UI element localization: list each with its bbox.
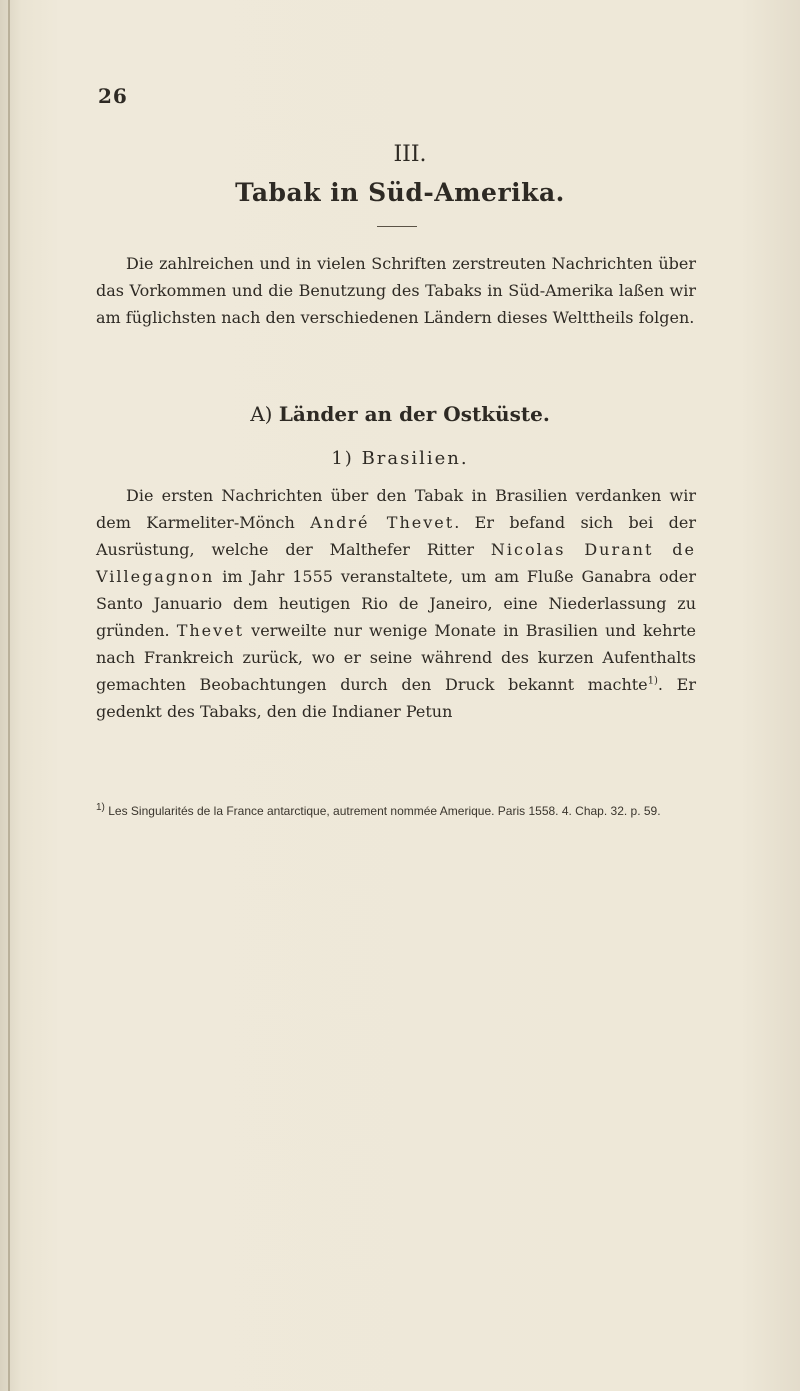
page-gutter: [8, 0, 10, 1391]
footnote-marker: 1): [96, 802, 105, 813]
section-heading: [0, 402, 800, 426]
footnote-text: Les Singularités de la France antarctique, autrement nommée Amerique. Paris 1558. 4. Chap. 32. p. 59.: [108, 804, 661, 818]
body-text: verweilte nur wenige Monate in Brasilien und kehrte nach Frankreich zurück, wo er seine während des kurzen Aufenthalts gemachten Beobachtungen durch den Druck bekannt machte: [96, 621, 697, 694]
body-text: im Jahr 1555 veranstaltete, um am Fluße Ganabra oder Santo Januario dem heutigen Rio de Janeiro, eine Niederlassung zu gründen.: [96, 567, 696, 640]
body-text: . Er gedenkt des Tabaks, den die Indianer Petun: [96, 675, 697, 721]
page-number: 26: [98, 84, 128, 108]
intro-paragraph: Die zahlreichen und in vielen Schriften zerstreuten Nachrichten über das Vorkommen und die Benutzung des Tabaks in Süd-Amerika laßen wir am füglichsten nach den verschiedenen Ländern dieses Welttheils folgen.: [96, 254, 696, 327]
body-text: . Er befand sich bei der Ausrüstung, welche der Malthefer Ritter: [96, 513, 697, 559]
footnote: [96, 802, 706, 821]
person-name: Thevet: [176, 621, 245, 640]
subsection-title: Brasilien.: [361, 448, 469, 469]
person-name: André Thevet: [310, 513, 455, 532]
body-paragraph: [96, 482, 696, 725]
title-divider: [377, 226, 417, 227]
chapter-title: Tabak in Süd-Amerika.: [235, 178, 565, 207]
chapter-number: III.: [393, 142, 427, 167]
person-name: Nicolas Durant de Villegagnon: [96, 540, 697, 586]
subsection-label: 1): [331, 448, 354, 469]
body-text: Die ersten Nachrichten über den Tabak in Brasilien verdanken wir dem Karmeliter-Mönch: [96, 486, 696, 532]
footnote-reference: 1): [647, 675, 658, 687]
subsection-heading: [0, 448, 800, 469]
section-title: Länder an der Ostküste.: [278, 402, 550, 426]
section-label: A): [250, 402, 273, 426]
